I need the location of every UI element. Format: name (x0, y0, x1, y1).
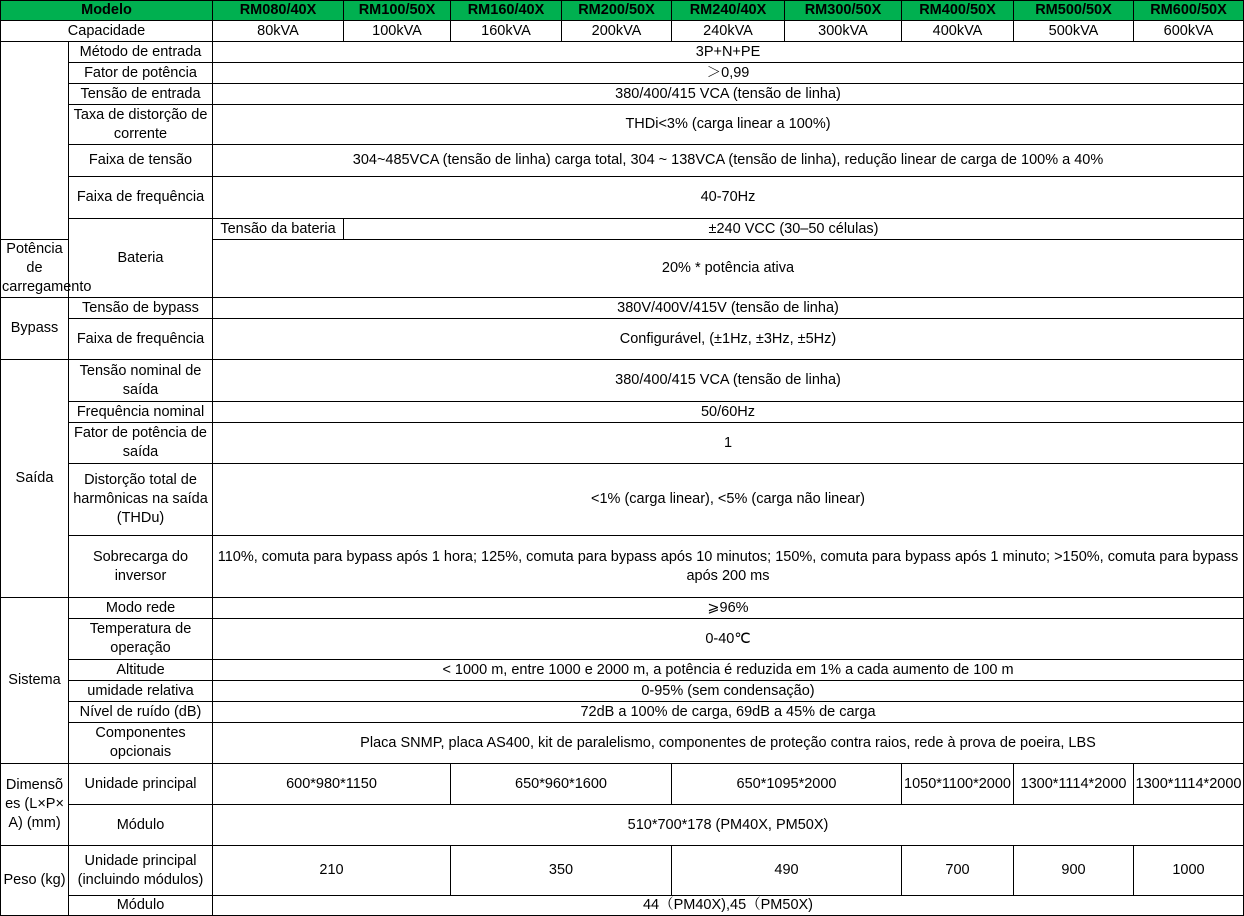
system-mode-row (1, 598, 1244, 619)
input-freq-row (1, 177, 1244, 219)
row-value: 20% * potência ativa (213, 240, 1244, 298)
system-hum-row (1, 681, 1244, 702)
output-freq-row (1, 402, 1244, 423)
weight-cell: 1000 (1134, 846, 1244, 896)
output-thd-row (1, 464, 1244, 536)
row-label: Módulo (69, 805, 213, 846)
output-overload-row (1, 536, 1244, 598)
capacity-cell: 240kVA (672, 21, 785, 42)
row-value: 510*700*178 (PM40X, PM50X) (213, 805, 1244, 846)
row-value: 3P+N+PE (213, 42, 1244, 63)
row-label: Temperatura de operação (69, 619, 213, 660)
row-label: Potência de carregamento (1, 240, 69, 298)
dimension-cell: 1300*1114*2000 (1014, 764, 1134, 805)
capacity-cell: 400kVA (902, 21, 1014, 42)
capacity-row (1, 21, 1244, 42)
battery-voltage-row (1, 219, 1244, 240)
row-label: Tensão de entrada (69, 84, 213, 105)
model-header-cell: RM200/50X (562, 1, 672, 21)
model-header-cell: RM600/50X (1134, 1, 1244, 21)
input-voltage-row (1, 84, 1244, 105)
model-header-cell: RM080/40X (213, 1, 344, 21)
model-header-cell: RM100/50X (344, 1, 451, 21)
weight-cell: 490 (672, 846, 902, 896)
model-header-cell: RM240/40X (672, 1, 785, 21)
weight-cell: 210 (213, 846, 451, 896)
capacity-cell: 160kVA (451, 21, 562, 42)
battery-group-cell: Bateria (69, 219, 213, 298)
row-value: 380/400/415 VCA (tensão de linha) (213, 84, 1244, 105)
dimension-cell: 650*960*1600 (451, 764, 672, 805)
row-value: 1 (213, 423, 1244, 464)
model-header-cell: RM300/50X (785, 1, 902, 21)
row-label: Altitude (69, 660, 213, 681)
row-value: 380/400/415 VCA (tensão de linha) (213, 360, 1244, 402)
row-value: < 1000 m, entre 1000 e 2000 m, a potência é reduzida em 1% a cada aumento de 100 m (213, 660, 1244, 681)
model-header: Modelo (1, 1, 213, 21)
weight-module-row (1, 896, 1244, 916)
capacity-label: Capacidade (1, 21, 213, 42)
row-value: ±240 VCC (30–50 células) (344, 219, 1244, 240)
dimensions-main-row (1, 764, 1244, 805)
capacity-cell: 200kVA (562, 21, 672, 42)
bypass-group-cell: Bypass (1, 298, 69, 360)
capacity-cell: 100kVA (344, 21, 451, 42)
row-value: 44（PM40X),45（PM50X) (213, 896, 1244, 916)
input-range-row (1, 145, 1244, 177)
row-label: Unidade principal (incluindo módulos) (69, 846, 213, 896)
row-label: Fator de potência de saída (69, 423, 213, 464)
row-value: Placa SNMP, placa AS400, kit de paralelismo, componentes de proteção contra raios, rede à prova de poeira, LBS (213, 723, 1244, 764)
output-group-cell: Saída (1, 360, 69, 598)
model-header-cell: RM500/50X (1014, 1, 1134, 21)
row-value: <1% (carga linear), <5% (carga não linear) (213, 464, 1244, 536)
dimension-cell: 1050*1100*2000 (902, 764, 1014, 805)
bypass-freq-row (1, 319, 1244, 360)
input-method-row (1, 42, 1244, 63)
row-label: Unidade principal (69, 764, 213, 805)
weight-cell: 350 (451, 846, 672, 896)
row-value: 110%, comuta para bypass após 1 hora; 125%, comuta para bypass após 10 minutos; 150%, comuta para bypass após 1 minuto; >150%, comuta para bypass após 200 ms (213, 536, 1244, 598)
row-label: Tensão de bypass (69, 298, 213, 319)
dimension-cell: 600*980*1150 (213, 764, 451, 805)
model-header-cell: RM400/50X (902, 1, 1014, 21)
system-opt-row (1, 723, 1244, 764)
row-value: THDi<3% (carga linear a 100%) (213, 105, 1244, 145)
row-label: Distorção total de harmônicas na saída (THDu) (69, 464, 213, 536)
system-group-cell: Sistema (1, 598, 69, 764)
weight-group-cell: Peso (kg) (1, 846, 69, 916)
bypass-voltage-row (1, 298, 1244, 319)
row-label: Nível de ruído (dB) (69, 702, 213, 723)
row-value: 50/60Hz (213, 402, 1244, 423)
row-label: Faixa de frequência (69, 177, 213, 219)
row-label: Módulo (69, 896, 213, 916)
row-label: Tensão nominal de saída (69, 360, 213, 402)
dimensions-module-row (1, 805, 1244, 846)
output-voltage-row (1, 360, 1244, 402)
row-label: Frequência nominal (69, 402, 213, 423)
row-label: umidade relativa (69, 681, 213, 702)
system-noise-row (1, 702, 1244, 723)
row-label: Fator de potência (69, 63, 213, 84)
capacity-cell: 300kVA (785, 21, 902, 42)
dimension-cell: 1300*1114*2000 (1134, 764, 1244, 805)
input-pf-row (1, 63, 1244, 84)
row-label: Sobrecarga do inversor (69, 536, 213, 598)
row-label: Modo rede (69, 598, 213, 619)
row-value: 0-40℃ (213, 619, 1244, 660)
capacity-cell: 80kVA (213, 21, 344, 42)
row-label: Faixa de tensão (69, 145, 213, 177)
dimension-cell: 650*1095*2000 (672, 764, 902, 805)
row-value: 380V/400V/415V (tensão de linha) (213, 298, 1244, 319)
row-label: Método de entrada (69, 42, 213, 63)
input-group-cell (1, 42, 69, 240)
row-value: ⩾96% (213, 598, 1244, 619)
model-header-cell: RM160/40X (451, 1, 562, 21)
row-value: 0-95% (sem condensação) (213, 681, 1244, 702)
row-value: Configurável, (±1Hz, ±3Hz, ±5Hz) (213, 319, 1244, 360)
row-label: Taxa de distorção de corrente (69, 105, 213, 145)
capacity-cell: 600kVA (1134, 21, 1244, 42)
input-thd-row (1, 105, 1244, 145)
row-label: Componentes opcionais (69, 723, 213, 764)
row-value: ＞0,99 (213, 63, 1244, 84)
output-pf-row (1, 423, 1244, 464)
row-label: Tensão da bateria (213, 219, 344, 240)
system-alt-row (1, 660, 1244, 681)
header-row (1, 1, 1244, 21)
dimensions-group-cell: Dimensões (L×P×A) (mm) (1, 764, 69, 846)
system-temp-row (1, 619, 1244, 660)
weight-cell: 900 (1014, 846, 1134, 896)
row-label: Faixa de frequência (69, 319, 213, 360)
row-value: 40-70Hz (213, 177, 1244, 219)
weight-cell: 700 (902, 846, 1014, 896)
capacity-cell: 500kVA (1014, 21, 1134, 42)
row-value: 304~485VCA (tensão de linha) carga total, 304 ~ 138VCA (tensão de linha), redução linear de carga de 100% a 40% (213, 145, 1244, 177)
weight-main-row (1, 846, 1244, 896)
row-value: 72dB a 100% de carga, 69dB a 45% de carga (213, 702, 1244, 723)
